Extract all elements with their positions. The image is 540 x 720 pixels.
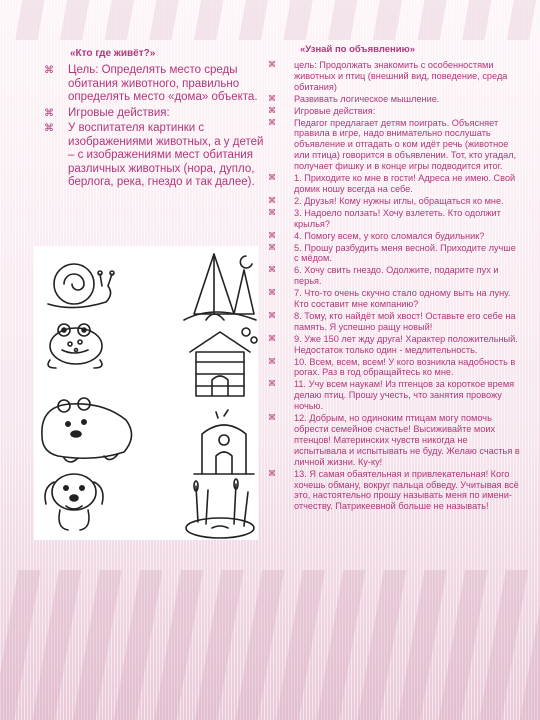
list-item: ⌘ Игровые действия: <box>268 105 376 116</box>
list-item: ⌘ 2. Друзья! Кому нужны иглы, обращаться ко мне. <box>268 195 504 206</box>
list-item: ⌘ У воспитателя картинки с изображениями животных, а у детей – с изображениями мест обитания различных животных (нора, дупло, берлога, река, гнездо и так далее). <box>44 122 264 188</box>
bullet-icon: ⌘ <box>268 93 276 103</box>
left-bullet-list <box>44 64 264 192</box>
bullet-icon: ⌘ <box>268 333 276 343</box>
decorative-top-band <box>0 0 540 40</box>
list-item: ⌘ Цель: Определять место среды обитания животного, правильно определять место «дома» объекта. <box>44 64 258 103</box>
bear-den-drawing <box>184 254 256 320</box>
right-bullet-list <box>268 60 520 513</box>
list-item: ⌘ 10. Всем, всем, всем! У кого возникла надобность в рогах. Раз в год обращайтесь ко мне. <box>268 356 516 378</box>
bear-drawing <box>42 398 132 462</box>
birdhouse-drawing <box>190 328 257 396</box>
list-item: ⌘ 1. Приходите ко мне в гости! Адреса не имею. Свой домик ношу всегда на себе. <box>268 173 516 194</box>
decorative-bottom-band <box>0 570 540 720</box>
bullet-icon: ⌘ <box>44 107 54 119</box>
bullet-icon: ⌘ <box>268 356 276 366</box>
bullet-icon: ⌘ <box>268 60 276 69</box>
bullet-icon: ⌘ <box>268 173 276 183</box>
bullet-icon: ⌘ <box>268 310 276 320</box>
frog-drawing <box>48 324 102 368</box>
list-item: ⌘ 6. Хочу свить гнездо. Одолжите, подарите пух и перья. <box>268 265 499 287</box>
dog-drawing <box>45 474 103 530</box>
list-item: ⌘ Развивать логическое мышление. <box>268 93 440 104</box>
list-item: ⌘ Игровые действия: <box>44 106 170 119</box>
list-item: ⌘ 4. Помогу всем, у кого сломался будильник? <box>268 230 485 241</box>
bullet-icon: ⌘ <box>268 242 276 252</box>
bullet-icon: ⌘ <box>268 207 276 217</box>
bullet-icon: ⌘ <box>268 413 276 423</box>
list-item: ⌘ 8. Тому, кто найдёт мой хвост! Оставьте его себе на память. Я успешно ращу новый! <box>268 310 516 332</box>
list-item: ⌘ 5. Прошу разбудить меня весной. Приходите лучше с мёдом. <box>268 242 516 264</box>
list-item: ⌘ Педагог предлагает детям поиграть. Объясняет правила в игре, надо внимательно послушать объявление и отгадать о ком идёт речь (животное или птица) говорится в объявлении. Тот, кто угадал, получает фишку и в конце игры подводится итог. <box>268 117 517 172</box>
animals-and-homes-illustration <box>34 246 258 540</box>
list-item: ⌘ 3. Надоело ползать! Хочу взлететь. Кто одолжит крылья? <box>268 207 501 229</box>
bullet-icon: ⌘ <box>268 379 276 389</box>
left-game-title: «Кто где живёт?» <box>70 48 156 59</box>
list-item: ⌘ 12. Добрым, но одиноким птицам могу помочь обрести семейное счастье! Высиживайте моих птенцов! Материнских чувств никогда не испытывала и испытывать не буду. Желаю счастья в личной жизни. Ку-ку! <box>268 413 520 467</box>
pond-drawing <box>186 479 254 538</box>
bullet-icon: ⌘ <box>268 468 276 478</box>
snail-drawing <box>48 264 114 308</box>
right-game-title: «Узнай по объявлению» <box>300 44 416 55</box>
list-item: ⌘ цель: Продолжать знакомить с особенностями животных и птиц (внешний вид, поведение, среда обитания) <box>268 60 508 92</box>
bullet-icon: ⌘ <box>268 265 276 275</box>
bullet-icon: ⌘ <box>44 65 54 76</box>
list-item: ⌘ 7. Что-то очень скучно стало одному выть на луну. Кто составит мне компанию? <box>268 288 511 310</box>
list-item: ⌘ 9. Уже 150 лет жду друга! Характер положительный. Недостаток только один - медлительность. <box>268 333 518 355</box>
bullet-icon: ⌘ <box>44 123 54 134</box>
bullet-icon: ⌘ <box>268 195 276 205</box>
bullet-icon: ⌘ <box>268 117 276 127</box>
list-item: ⌘ 11. Учу всем наукам! Из птенцов за короткое время делаю птиц. Прошу учесть, что занятия провожу ночью. <box>268 379 515 412</box>
bullet-icon: ⌘ <box>268 105 276 115</box>
tree-stump-house-drawing <box>194 410 254 474</box>
bullet-icon: ⌘ <box>268 230 276 240</box>
list-item: ⌘ 13. Я самая обаятельная и привлекательная! Кого хочешь обману, вокруг пальца обведу. Учитывая всё это, настоятельно прошу называть меня по имени-отчеству. Патрикеевной больше не называть! <box>268 468 519 512</box>
bullet-icon: ⌘ <box>268 288 276 298</box>
